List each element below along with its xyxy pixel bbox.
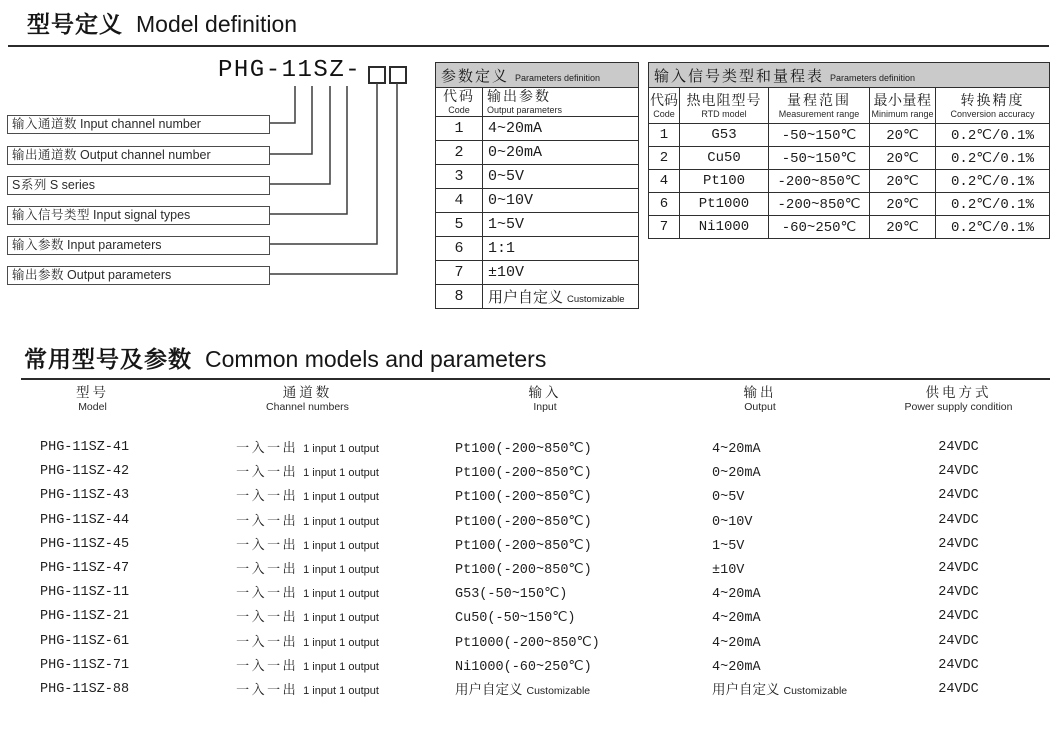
cell-input: Pt1000(-200~850℃) xyxy=(455,635,600,651)
signal-table-title-zh: 输入信号类型和量程表 xyxy=(654,67,825,85)
params-value: 1:1 xyxy=(483,237,639,261)
params-table-row xyxy=(436,117,639,141)
signal-range: -200~850℃ xyxy=(769,193,870,216)
cell-model: PHG-11SZ-44 xyxy=(40,512,130,528)
signal-table-row xyxy=(649,193,1050,216)
label-zh: S系列 xyxy=(12,178,47,192)
params-code: 4 xyxy=(436,189,483,213)
section-title-en: Model definition xyxy=(136,11,298,37)
signal-accuracy: 0.2℃/0.1% xyxy=(936,147,1050,170)
cell-power: 24VDC xyxy=(938,464,979,480)
table-row xyxy=(0,460,1057,484)
cell-output: 4~20mA xyxy=(712,442,761,457)
signal-col-rtd-model: 热电阻型号 RTD model xyxy=(680,88,769,124)
cell-power: 24VDC xyxy=(938,488,979,504)
signal-col-range: 量程范围 Measurement range xyxy=(769,88,870,124)
signal-min-range: 20℃ xyxy=(870,147,936,170)
params-code: 1 xyxy=(436,117,483,141)
signal-table-row xyxy=(649,124,1050,147)
label-box xyxy=(7,206,270,225)
label-en: Input signal types xyxy=(93,208,191,222)
params-table-title xyxy=(436,63,639,88)
params-code: 2 xyxy=(436,141,483,165)
section-title-common-models xyxy=(24,346,546,372)
cell-channel: 一入一出 1 input 1 output xyxy=(236,512,379,528)
cell-input: G53(-50~150℃) xyxy=(455,587,568,603)
cell-input: Pt100(-200~850℃) xyxy=(455,562,592,578)
cell-model: PHG-11SZ-61 xyxy=(40,633,130,649)
signal-table-row xyxy=(649,216,1050,239)
cell-model: PHG-11SZ-88 xyxy=(40,681,130,697)
params-table-title-zh: 参数定义 xyxy=(441,67,510,85)
label-en: S series xyxy=(49,178,95,192)
cell-power: 24VDC xyxy=(938,633,979,649)
label-en: Input channel number xyxy=(80,117,201,131)
params-value: 0~5V xyxy=(483,165,639,189)
label-box xyxy=(7,236,270,255)
cell-input: Pt100(-200~850℃) xyxy=(455,490,592,506)
signal-accuracy: 0.2℃/0.1% xyxy=(936,170,1050,193)
cell-input: Pt100(-200~850℃) xyxy=(455,466,592,482)
table-row xyxy=(0,630,1057,654)
label-box xyxy=(7,266,270,285)
cell-channel: 一入一出 1 input 1 output xyxy=(236,585,379,601)
signal-code: 7 xyxy=(649,216,680,239)
table-row xyxy=(0,484,1057,508)
cell-channel: 一入一出 1 input 1 output xyxy=(236,440,379,455)
params-code: 8 xyxy=(436,285,483,309)
params-table-row xyxy=(436,165,639,189)
signal-code: 6 xyxy=(649,193,680,216)
signal-min-range: 20℃ xyxy=(870,216,936,239)
params-table-row xyxy=(436,285,639,309)
column-header-model: 型号 Model xyxy=(76,385,109,413)
common-models-header xyxy=(0,384,1057,414)
cell-input: Pt100(-200~850℃) xyxy=(455,514,592,530)
cell-output: 4~20mA xyxy=(712,587,761,603)
signal-min-range: 20℃ xyxy=(870,193,936,216)
label-box xyxy=(7,146,270,165)
cell-input: Pt100(-200~850℃) xyxy=(455,442,592,457)
params-value: 0~10V xyxy=(483,189,639,213)
params-code: 5 xyxy=(436,213,483,237)
cell-power: 24VDC xyxy=(938,440,979,455)
signal-accuracy: 0.2℃/0.1% xyxy=(936,124,1050,147)
params-col-output: 输出参数 Output parameters xyxy=(483,88,639,117)
signal-range: -60~250℃ xyxy=(769,216,870,239)
params-table-row xyxy=(436,213,639,237)
cell-power: 24VDC xyxy=(938,512,979,528)
table-row xyxy=(0,557,1057,581)
cell-input: 用户自定义 Customizable xyxy=(455,683,591,699)
params-table-row xyxy=(436,237,639,261)
column-header-channel: 通道数 Channel numbers xyxy=(266,385,349,413)
table-row xyxy=(0,605,1057,629)
params-value: ±10V xyxy=(483,261,639,285)
label-en: Input parameters xyxy=(67,238,162,252)
params-code: 3 xyxy=(436,165,483,189)
signal-code: 2 xyxy=(649,147,680,170)
table-row xyxy=(0,678,1057,702)
signal-range: -200~850℃ xyxy=(769,170,870,193)
cell-output: 4~20mA xyxy=(712,659,761,675)
cell-output: 用户自定义 Customizable xyxy=(712,683,848,699)
signal-col-min-range: 最小量程 Minimum range xyxy=(870,88,936,124)
cell-output: 0~10V xyxy=(712,514,753,530)
cell-model: PHG-11SZ-21 xyxy=(40,609,130,625)
cell-output: 0~20mA xyxy=(712,466,761,482)
signal-min-range: 20℃ xyxy=(870,124,936,147)
signal-min-range: 20℃ xyxy=(870,170,936,193)
cell-output: 0~5V xyxy=(712,490,745,506)
cell-output: ±10V xyxy=(712,562,745,578)
cell-channel: 一入一出 1 input 1 output xyxy=(236,657,379,673)
params-table-title-en: Parameters definition xyxy=(515,72,601,83)
table-row xyxy=(0,581,1057,605)
cell-channel: 一入一出 1 input 1 output xyxy=(236,560,379,576)
signal-code: 1 xyxy=(649,124,680,147)
label-en: Output parameters xyxy=(67,268,172,282)
params-value: 1~5V xyxy=(483,213,639,237)
signal-table-title xyxy=(649,63,1050,88)
params-value: 4~20mA xyxy=(483,117,639,141)
label-zh: 输出参数 xyxy=(12,268,65,282)
common-models-table xyxy=(0,436,1057,702)
signal-rtd-model: Cu50 xyxy=(680,147,769,170)
model-code: PHG-11SZ- xyxy=(218,57,362,84)
signal-rtd-model: G53 xyxy=(680,124,769,147)
section2-title-zh: 常用型号及参数 xyxy=(24,346,192,372)
cell-channel: 一入一出 1 input 1 output xyxy=(236,464,379,480)
section-title-zh: 型号定义 xyxy=(27,11,123,37)
cell-model: PHG-11SZ-47 xyxy=(40,560,130,576)
signal-range: -50~150℃ xyxy=(769,147,870,170)
signal-rtd-model: Pt100 xyxy=(680,170,769,193)
cell-model: PHG-11SZ-42 xyxy=(40,464,130,480)
column-header-input: 输入 Input xyxy=(528,385,562,413)
cell-input: Ni1000(-60~250℃) xyxy=(455,659,592,675)
section-divider-2 xyxy=(21,378,1050,380)
cell-channel: 一入一出 1 input 1 output xyxy=(236,681,379,697)
section2-title-en: Common models and parameters xyxy=(205,346,547,372)
params-table-row xyxy=(436,261,639,285)
cell-output: 4~20mA xyxy=(712,611,761,627)
cell-input: Cu50(-50~150℃) xyxy=(455,611,576,627)
cell-channel: 一入一出 1 input 1 output xyxy=(236,609,379,625)
label-zh: 输入通道数 xyxy=(12,117,78,131)
cell-power: 24VDC xyxy=(938,536,979,552)
cell-power: 24VDC xyxy=(938,657,979,673)
label-zh: 输入信号类型 xyxy=(12,208,91,222)
cell-model: PHG-11SZ-43 xyxy=(40,488,130,504)
label-box xyxy=(7,176,270,195)
column-header-output: 输出 Output xyxy=(743,385,777,413)
cell-input: Pt100(-200~850℃) xyxy=(455,538,592,554)
cell-output: 4~20mA xyxy=(712,635,761,651)
label-box xyxy=(7,115,270,134)
column-header-power: 供电方式 Power supply condition xyxy=(904,385,1013,413)
cell-power: 24VDC xyxy=(938,681,979,697)
label-zh: 输入参数 xyxy=(12,238,65,252)
label-en: Output channel number xyxy=(80,148,211,162)
signal-table-title-en: Parameters definition xyxy=(830,72,916,83)
params-table-row xyxy=(436,141,639,165)
signal-rtd-model: Pt1000 xyxy=(680,193,769,216)
cell-channel: 一入一出 1 input 1 output xyxy=(236,536,379,552)
signal-range: -50~150℃ xyxy=(769,124,870,147)
signal-accuracy: 0.2℃/0.1% xyxy=(936,193,1050,216)
cell-model: PHG-11SZ-11 xyxy=(40,585,130,601)
signal-col-code: 代码 Code xyxy=(649,88,680,124)
cell-power: 24VDC xyxy=(938,609,979,625)
signal-table-row xyxy=(649,170,1050,193)
params-code: 7 xyxy=(436,261,483,285)
parameters-definition-table xyxy=(435,62,639,309)
table-row xyxy=(0,436,1057,460)
params-value: 用户自定义 Customizable xyxy=(483,285,639,309)
signal-rtd-model: Ni1000 xyxy=(680,216,769,239)
signal-col-accuracy: 转换精度 Conversion accuracy xyxy=(936,88,1050,124)
signal-accuracy: 0.2℃/0.1% xyxy=(936,216,1050,239)
cell-model: PHG-11SZ-41 xyxy=(40,440,130,455)
cell-output: 1~5V xyxy=(712,538,745,554)
params-table-row xyxy=(436,189,639,213)
params-col-code: 代码 Code xyxy=(436,88,483,117)
label-zh: 输出通道数 xyxy=(12,148,78,162)
cell-model: PHG-11SZ-71 xyxy=(40,657,130,673)
cell-channel: 一入一出 1 input 1 output xyxy=(236,633,379,649)
cell-model: PHG-11SZ-45 xyxy=(40,536,130,552)
params-code: 6 xyxy=(436,237,483,261)
table-row xyxy=(0,654,1057,678)
table-row xyxy=(0,533,1057,557)
signal-code: 4 xyxy=(649,170,680,193)
cell-power: 24VDC xyxy=(938,585,979,601)
table-row xyxy=(0,509,1057,533)
cell-channel: 一入一出 1 input 1 output xyxy=(236,488,379,504)
signal-range-table xyxy=(648,62,1050,239)
signal-table-row xyxy=(649,147,1050,170)
cell-power: 24VDC xyxy=(938,560,979,576)
params-value: 0~20mA xyxy=(483,141,639,165)
